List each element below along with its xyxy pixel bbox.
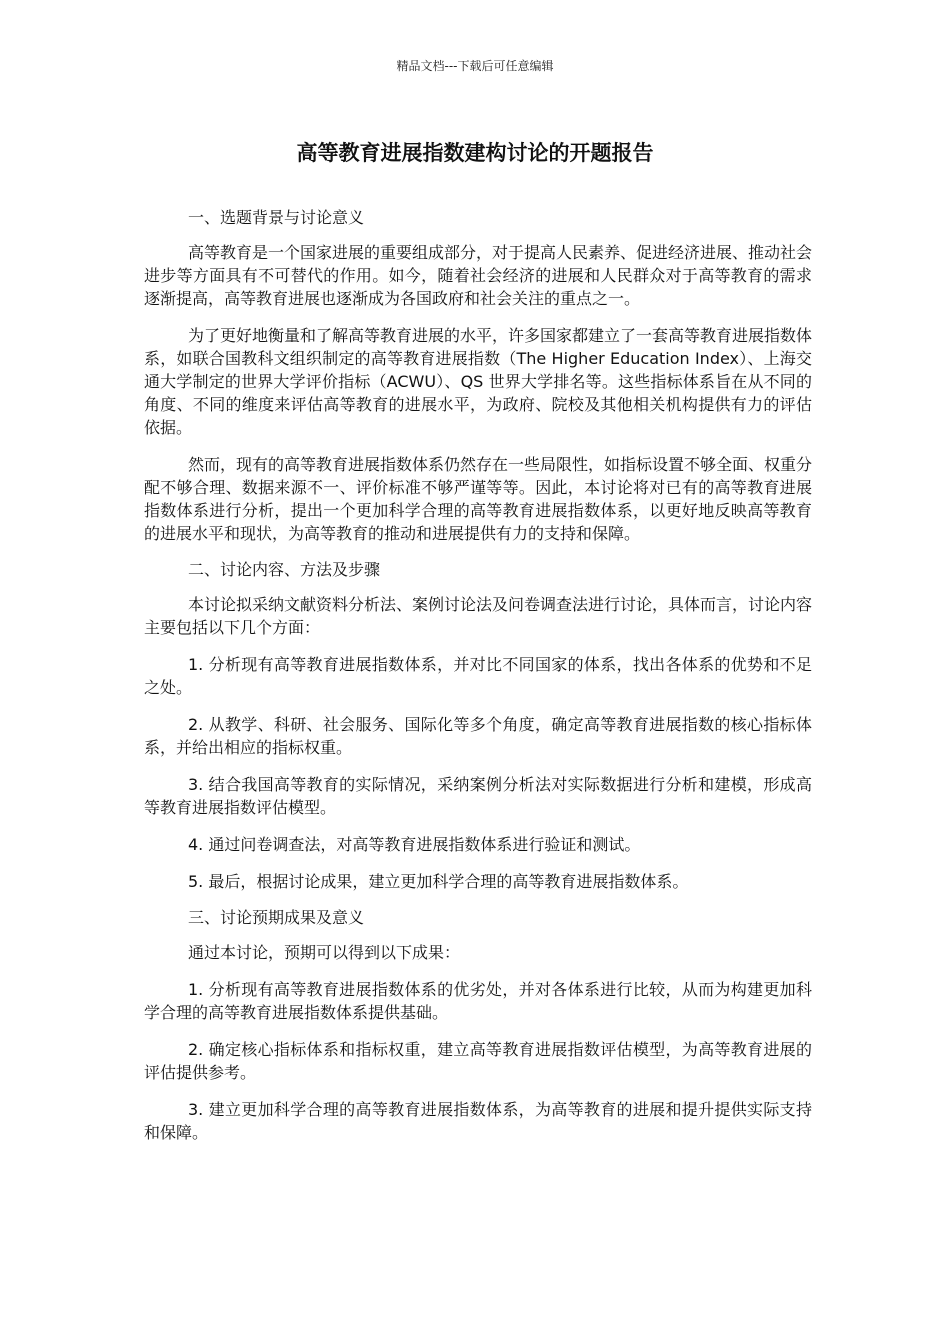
section3-heading: 三、讨论预期成果及意义 [188, 908, 365, 927]
section2-item-4: 4. 通过问卷调查法，对高等教育进展指数体系进行验证和测试。 [188, 835, 641, 854]
section2-intro: 本讨论拟采纳文献资料分析法、案例讨论法及问卷调查法进行讨论，具体而言，讨论内容主要包括以下几个方面： [144, 595, 813, 637]
section1-heading: 一、选题背景与讨论意义 [188, 208, 365, 227]
section1-paragraph-2: 为了更好地衡量和了解高等教育进展的水平，许多国家都建立了一套高等教育进展指数体系，如联合国教科文组织制定的高等教育进展指数（The Higher Education Index）、上海交通大学制定的世界大学评价指标（ACWU）、QS 世界大学排名等。这些指标体系旨在从不同的角度、不同的维度来评估高等教育的进展水平，为政府、院校及其他相关机构提供有力的评估依据。 [144, 326, 813, 437]
header-note: 精品文档---下载后可任意编辑 [396, 59, 554, 73]
section3-item-3: 3. 建立更加科学合理的高等教育进展指数体系，为高等教育的进展和提升提供实际支持和保障。 [144, 1100, 812, 1142]
section1-paragraph-1: 高等教育是一个国家进展的重要组成部分，对于提高人民素养、促进经济进展、推动社会进步等方面具有不可替代的作用。如今，随着社会经济的进展和人民群众对于高等教育的需求逐渐提高，高等教育进展也逐渐成为各国政府和社会关注的重点之一。 [144, 243, 813, 308]
section3-item-2: 2. 确定核心指标体系和指标权重，建立高等教育进展指数评估模型，为高等教育进展的评估提供参考。 [144, 1040, 812, 1082]
section2-item-1: 1. 分析现有高等教育进展指数体系，并对比不同国家的体系，找出各体系的优势和不足之处。 [144, 655, 812, 697]
section3-item-1: 1. 分析现有高等教育进展指数体系的优劣处，并对各体系进行比较，从而为构建更加科学合理的高等教育进展指数体系提供基础。 [144, 980, 812, 1022]
section2-item-3: 3. 结合我国高等教育的实际情况，采纳案例分析法对实际数据进行分析和建模，形成高等教育进展指数评估模型。 [144, 775, 812, 817]
section2-heading: 二、讨论内容、方法及步骤 [188, 560, 381, 579]
page-title: 高等教育进展指数建构讨论的开题报告 [296, 141, 654, 165]
document-body [144, 206, 812, 1158]
section1-paragraph-3: 然而，现有的高等教育进展指数体系仍然存在一些局限性，如指标设置不够全面、权重分配不够合理、数据来源不一、评价标准不够严谨等等。因此，本讨论将对已有的高等教育进展指数体系进行分析，提出一个更加科学合理的高等教育进展指数体系，以更好地反映高等教育的进展水平和现状，为高等教育的推动和进展提供有力的支持和保障。 [144, 455, 813, 543]
section2-item-5: 5. 最后，根据讨论成果，建立更加科学合理的高等教育进展指数体系。 [188, 872, 689, 891]
section2-item-2: 2. 从教学、科研、社会服务、国际化等多个角度，确定高等教育进展指数的核心指标体系，并给出相应的指标权重。 [144, 715, 812, 757]
section3-intro: 通过本讨论，预期可以得到以下成果： [188, 943, 461, 962]
